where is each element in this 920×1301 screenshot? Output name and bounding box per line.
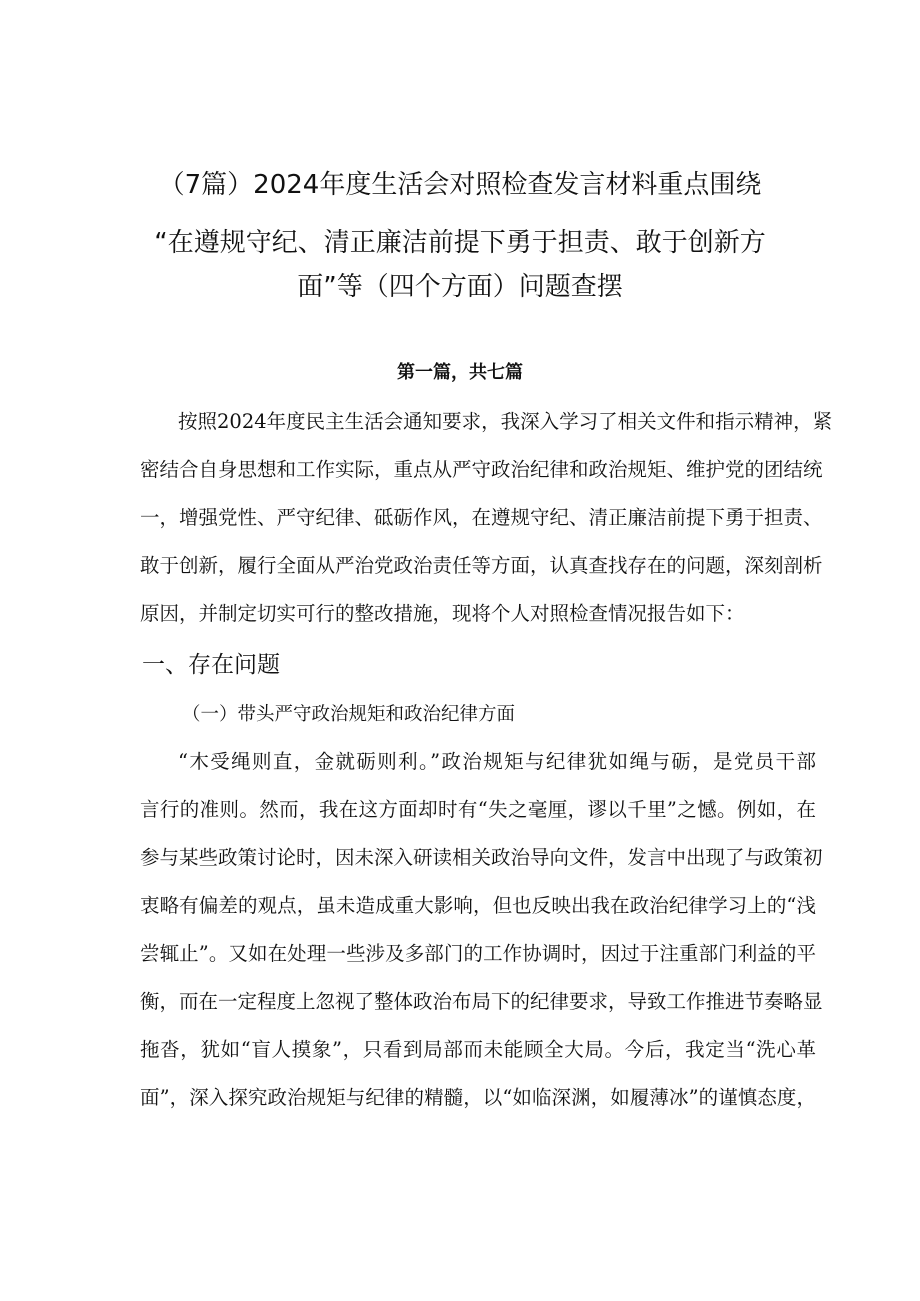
intro-line: 一，增强党性、严守纪律、砥砺作风，在遵规守纪、清正廉洁前提下勇于担责、 bbox=[140, 506, 823, 529]
document-title-line-3: 面”等（四个方面）问题查摆 bbox=[297, 272, 623, 302]
paragraph-line: “木受绳则直，金就砺则利。”政治规矩与纪律犹如绳与砺，是党员干部 bbox=[178, 750, 816, 773]
document-title-line-2: “在遵规守纪、清正廉洁前提下勇于担责、敢于创新方 bbox=[154, 228, 766, 258]
paragraph-line: 拖沓，犹如“盲人摸象”，只看到局部而未能顾全大局。今后，我定当“洗心革 bbox=[140, 1038, 816, 1061]
paragraph-line: 言行的准则。然而，我在这方面却时有“失之毫厘，谬以千里”之憾。例如，在 bbox=[140, 798, 816, 821]
intro-line: 密结合自身思想和工作实际，重点从严守政治纪律和政治规矩、维护党的团结统 bbox=[140, 458, 823, 481]
section-heading: 一、存在问题 bbox=[142, 652, 280, 678]
intro-line: 原因，并制定切实可行的整改措施，现将个人对照检查情况报告如下： bbox=[140, 602, 745, 625]
subsection-heading: （一）带头严守政治规矩和政治纪律方面 bbox=[182, 704, 516, 725]
intro-line: 敢于创新，履行全面从严治党政治责任等方面，认真查找存在的问题，深刻剖析 bbox=[140, 554, 823, 577]
paragraph-line: 面”，深入探究政治规矩与纪律的精髓，以“如临深渊，如履薄冰”的谨慎态度， bbox=[140, 1086, 816, 1109]
paragraph-line: 衡，而在一定程度上忽视了整体政治布局下的纪律要求，导致工作推进节奏略显 bbox=[140, 990, 823, 1013]
document-title-line-1: （7篇）2024年度生活会对照检查发言材料重点围绕 bbox=[158, 170, 762, 200]
paragraph-line: 尝辄止”。又如在处理一些涉及多部门的工作协调时，因过于注重部门利益的平 bbox=[140, 942, 816, 965]
intro-line: 按照2024年度民主生活会通知要求，我深入学习了相关文件和指示精神，紧 bbox=[178, 410, 833, 433]
paragraph-line: 衷略有偏差的观点，虽未造成重大影响，但也反映出我在政治纪律学习上的“浅 bbox=[140, 894, 816, 917]
paragraph-line: 参与某些政策讨论时，因未深入研读相关政治导向文件，发言中出现了与政策初 bbox=[140, 846, 823, 869]
document-subtitle: 第一篇，共七篇 bbox=[397, 362, 523, 383]
